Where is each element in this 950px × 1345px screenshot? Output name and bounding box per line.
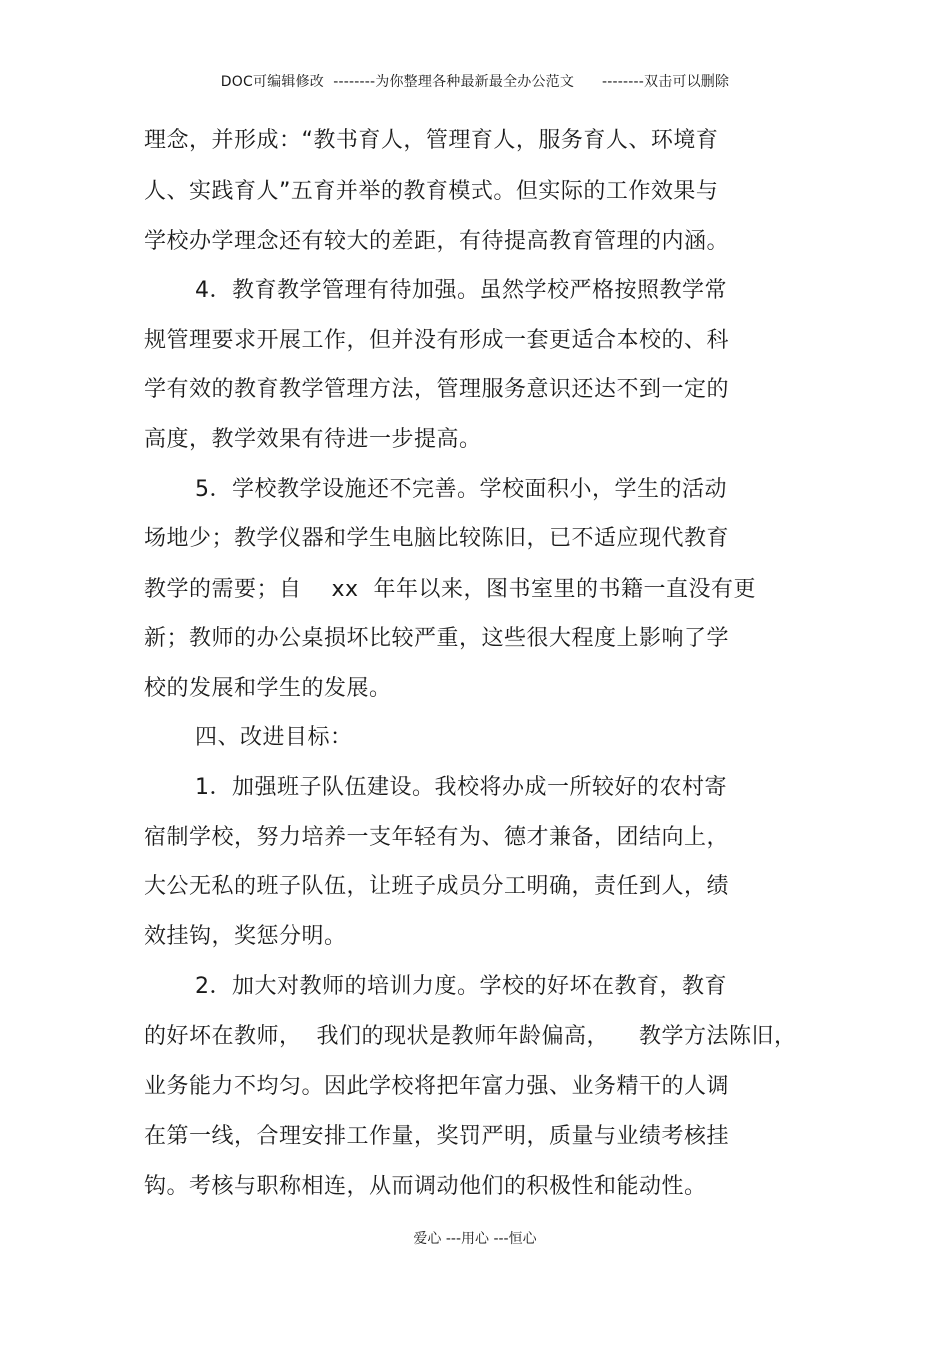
paragraph-line: 新；教师的办公桌损坏比较严重，这些很大程度上影响了学	[144, 626, 730, 651]
paragraph-line: 业务能力不均匀。因此学校将把年富力强、业务精干的人调	[144, 1074, 730, 1099]
paragraph-line: 2．加大对教师的培训力度。学校的好坏在教育，教育	[195, 974, 727, 999]
paragraph-line: 场地少；教学仪器和学生电脑比较陈旧，已不适应现代教育	[144, 526, 730, 551]
paragraph-line: 校的发展和学生的发展。	[144, 676, 392, 701]
paragraph-line: 学有效的教育教学管理方法，管理服务意识还达不到一定的	[144, 377, 730, 402]
paragraph-line: 5．学校教学设施还不完善。学校面积小，学生的活动	[195, 477, 727, 502]
paragraph-line: 理念，并形成：“教书育人，管理育人，服务育人、环境育	[144, 128, 719, 153]
paragraph-line: 1．加强班子队伍建设。我校将办成一所较好的农村寄	[195, 775, 727, 800]
page-header: DOC可编辑修改 --------为你整理各种最新最全办公范文 --------双击可以删除	[220, 74, 730, 90]
paragraph-line: 大公无私的班子队伍，让班子成员分工明确，责任到人，绩	[144, 874, 730, 899]
paragraph-line: 的好坏在教师， 我们的现状是教师年龄偏高， 教学方法陈旧，	[144, 1024, 797, 1049]
paragraph-line: 效挂钩，奖惩分明。	[144, 924, 347, 949]
paragraph-line: 教学的需要；自 xx 年年以来，图书室里的书籍一直没有更	[144, 577, 756, 602]
paragraph-line: 钩。考核与职称相连，从而调动他们的积极性和能动性。	[144, 1174, 707, 1199]
page-footer: 爱心 ---用心 ---恒心	[413, 1231, 537, 1247]
paragraph-line: 宿制学校，努力培养一支年轻有为、德才兼备，团结向上，	[144, 825, 730, 850]
paragraph-line: 4．教育教学管理有待加强。虽然学校严格按照教学常	[195, 278, 727, 303]
section-heading: 四、改进目标：	[195, 725, 353, 750]
paragraph-line: 学校办学理念还有较大的差距，有待提高教育管理的内涵。	[144, 229, 730, 254]
paragraph-line: 人、实践育人”五育并举的教育模式。但实际的工作效果与	[144, 179, 719, 204]
paragraph-line: 高度，教学效果有待进一步提高。	[144, 427, 482, 452]
paragraph-line: 在第一线，合理安排工作量，奖罚严明，质量与业绩考核挂	[144, 1124, 730, 1149]
paragraph-line: 规管理要求开展工作，但并没有形成一套更适合本校的、科	[144, 328, 730, 353]
